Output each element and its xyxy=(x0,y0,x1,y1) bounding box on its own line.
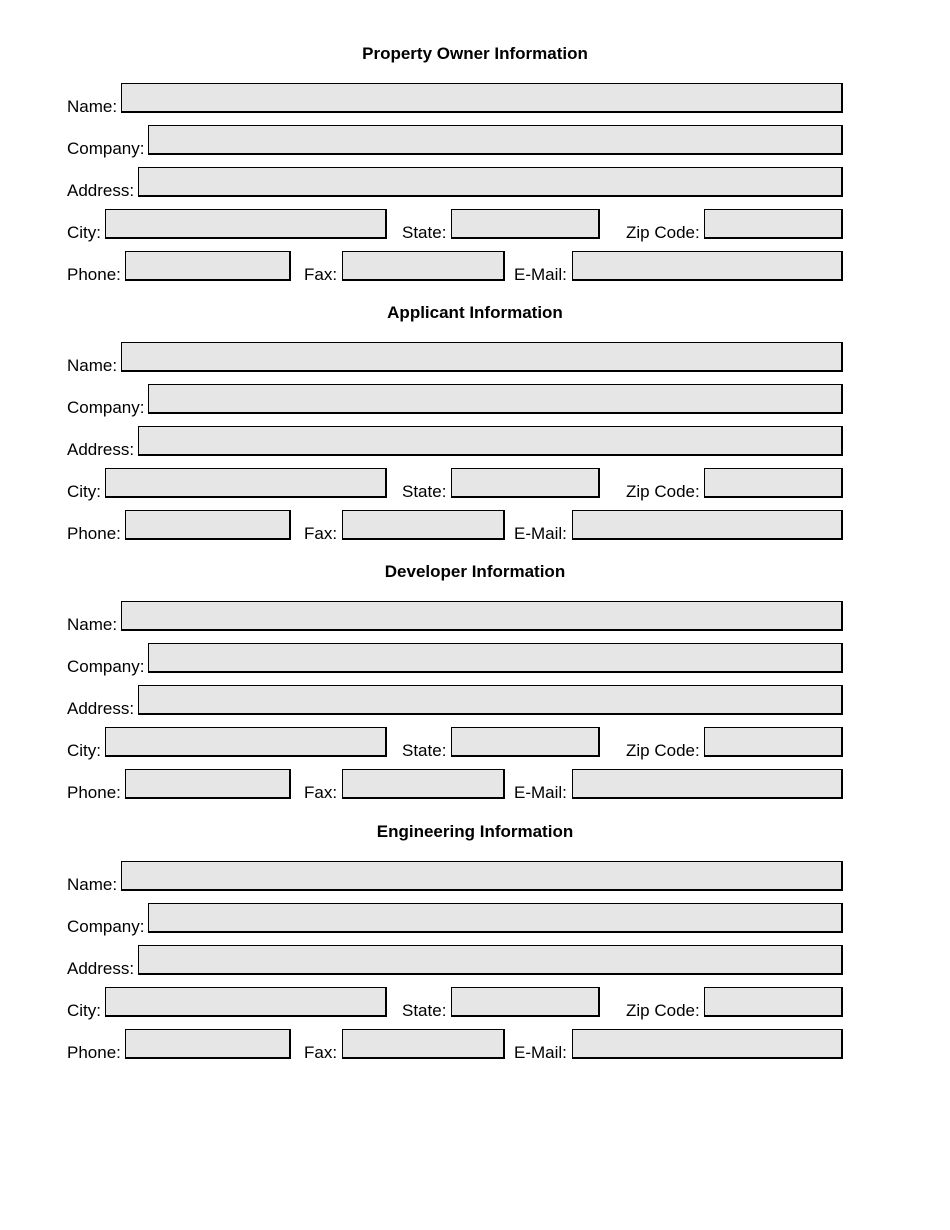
city-label: City: xyxy=(67,1001,101,1020)
email-field[interactable] xyxy=(572,1029,843,1059)
address-label: Address: xyxy=(67,181,135,200)
zip-code-label: Zip Code: xyxy=(626,741,700,760)
name-field[interactable] xyxy=(121,601,843,631)
fax-label: Fax: xyxy=(304,524,338,543)
address-field[interactable] xyxy=(138,426,843,456)
section-property-owner xyxy=(0,0,950,284)
address-field[interactable] xyxy=(138,167,843,197)
city-field[interactable] xyxy=(105,209,387,239)
section-title: Engineering Information xyxy=(376,822,574,841)
section-engineering xyxy=(0,778,950,1062)
company-field[interactable] xyxy=(148,125,843,155)
name-field[interactable] xyxy=(121,861,843,891)
city-field[interactable] xyxy=(105,727,387,757)
name-label: Name: xyxy=(67,356,118,375)
email-label: E-Mail: xyxy=(514,524,567,543)
section-title: Property Owner Information xyxy=(362,44,588,63)
address-field[interactable] xyxy=(138,685,843,715)
phone-label: Phone: xyxy=(67,265,121,284)
state-field[interactable] xyxy=(451,987,600,1017)
name-label: Name: xyxy=(67,875,118,894)
state-label: State: xyxy=(402,741,447,760)
zip-code-field[interactable] xyxy=(704,987,843,1017)
email-label: E-Mail: xyxy=(514,1043,567,1062)
phone-field[interactable] xyxy=(125,1029,291,1059)
city-label: City: xyxy=(67,223,101,242)
city-label: City: xyxy=(67,741,101,760)
zip-code-field[interactable] xyxy=(704,468,843,498)
fax-label: Fax: xyxy=(304,783,338,802)
address-field[interactable] xyxy=(138,945,843,975)
city-field[interactable] xyxy=(105,468,387,498)
name-field[interactable] xyxy=(121,342,843,372)
company-field[interactable] xyxy=(148,384,843,414)
section-developer xyxy=(0,518,950,802)
zip-code-field[interactable] xyxy=(704,209,843,239)
state-label: State: xyxy=(402,1001,447,1020)
state-field[interactable] xyxy=(451,209,600,239)
address-label: Address: xyxy=(67,699,135,718)
section-applicant xyxy=(0,259,950,543)
name-field[interactable] xyxy=(121,83,843,113)
state-label: State: xyxy=(402,223,447,242)
company-label: Company: xyxy=(67,398,145,417)
phone-label: Phone: xyxy=(67,1043,121,1062)
fax-field[interactable] xyxy=(342,1029,505,1059)
state-label: State: xyxy=(402,482,447,501)
fax-label: Fax: xyxy=(304,265,338,284)
phone-label: Phone: xyxy=(67,524,121,543)
company-label: Company: xyxy=(67,139,145,158)
zip-code-label: Zip Code: xyxy=(626,482,700,501)
section-title: Developer Information xyxy=(384,562,566,581)
company-field[interactable] xyxy=(148,643,843,673)
state-field[interactable] xyxy=(451,727,600,757)
name-label: Name: xyxy=(67,615,118,634)
city-label: City: xyxy=(67,482,101,501)
section-title: Applicant Information xyxy=(387,303,563,322)
address-label: Address: xyxy=(67,440,135,459)
name-label: Name: xyxy=(67,97,118,116)
company-field[interactable] xyxy=(148,903,843,933)
email-label: E-Mail: xyxy=(514,265,567,284)
company-label: Company: xyxy=(67,917,145,936)
city-field[interactable] xyxy=(105,987,387,1017)
address-label: Address: xyxy=(67,959,135,978)
company-label: Company: xyxy=(67,657,145,676)
zip-code-field[interactable] xyxy=(704,727,843,757)
phone-label: Phone: xyxy=(67,783,121,802)
fax-label: Fax: xyxy=(304,1043,338,1062)
zip-code-label: Zip Code: xyxy=(626,223,700,242)
state-field[interactable] xyxy=(451,468,600,498)
zip-code-label: Zip Code: xyxy=(626,1001,700,1020)
email-label: E-Mail: xyxy=(514,783,567,802)
